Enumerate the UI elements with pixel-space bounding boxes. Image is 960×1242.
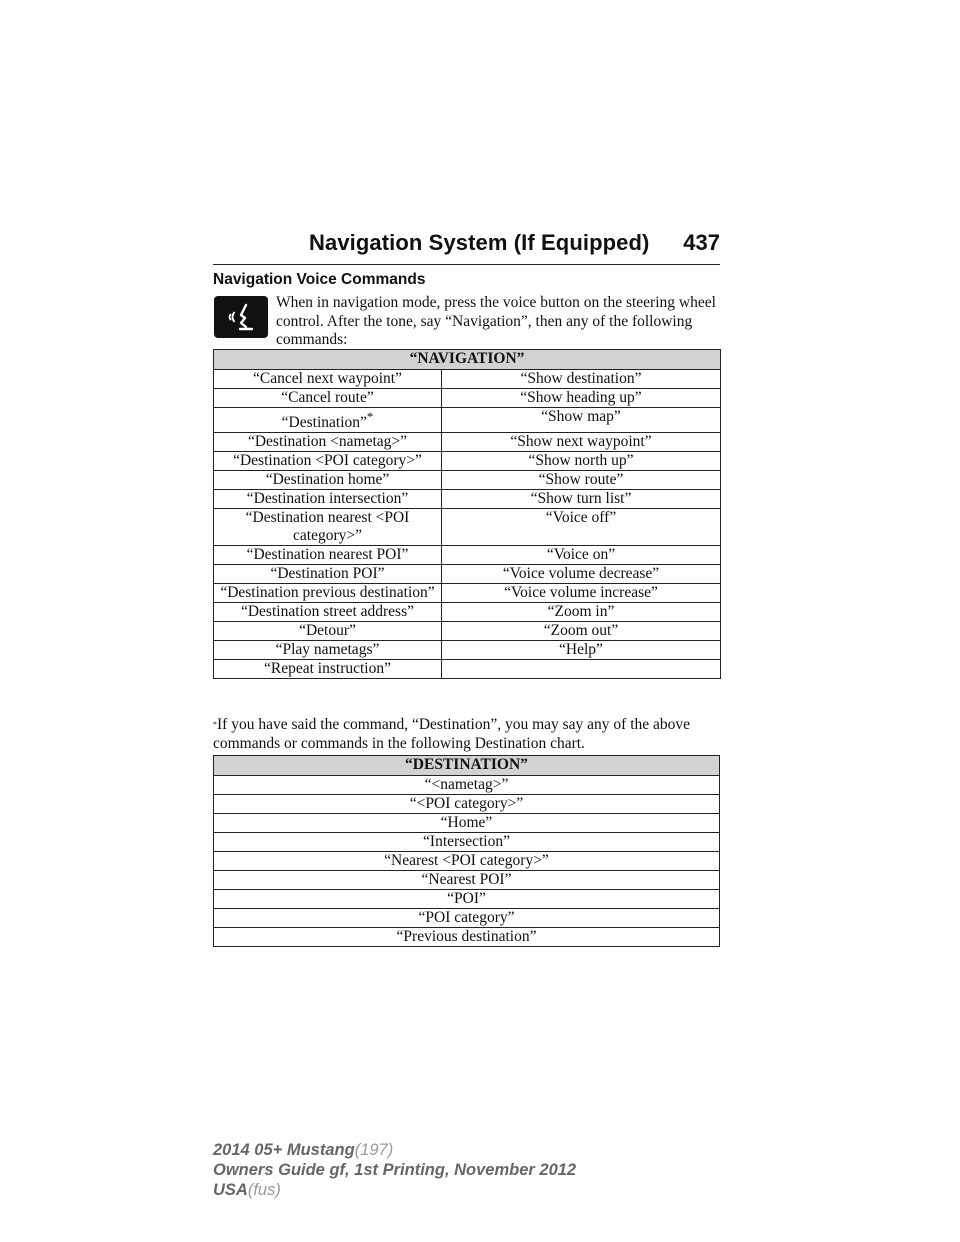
table-cell: “Voice volume increase” [442, 584, 721, 603]
intro-paragraph: When in navigation mode, press the voice button on the steering wheel control. After the tone, say “Navigation”, then any of the following commands: [276, 294, 716, 348]
table-cell: “Show turn list” [442, 490, 721, 509]
page-header [213, 224, 720, 265]
table-cell: “Destination home” [214, 471, 442, 490]
table-cell: “Destination <POI category>” [214, 452, 442, 471]
table-row [214, 603, 721, 622]
page-number: 437 [683, 230, 720, 255]
table-cell: “Show next waypoint” [442, 433, 721, 452]
footer-model: 2014 05+ Mustang [213, 1141, 355, 1159]
table-row [214, 776, 720, 795]
table-cell: “Show route” [442, 471, 721, 490]
footer-line [213, 1180, 576, 1200]
table-cell: “Intersection” [214, 833, 720, 852]
table-cell: “Show map” [442, 408, 721, 433]
table-cell: “Destination <nametag>” [214, 433, 442, 452]
table-cell: “Cancel route” [214, 389, 442, 408]
table-cell: “Play nametags” [214, 641, 442, 660]
table-cell: “<POI category>” [214, 795, 720, 814]
table-cell: “Destination nearest POI” [214, 546, 442, 565]
table-cell: “Zoom in” [442, 603, 721, 622]
table-cell: “<nametag>” [214, 776, 720, 795]
table-row [214, 795, 720, 814]
table-cell: “Destination nearest <POI category>” [214, 509, 442, 546]
table-row [214, 833, 720, 852]
footnote-marker: * [213, 720, 217, 729]
footer-line [213, 1140, 576, 1160]
table-row [214, 471, 721, 490]
navigation-table-header: “NAVIGATION” [214, 350, 721, 370]
table-cell: “Destination previous destination” [214, 584, 442, 603]
table-row [214, 546, 721, 565]
table-cell: “Show heading up” [442, 389, 721, 408]
table-row [214, 852, 720, 871]
section-title: Navigation Voice Commands [213, 271, 426, 288]
table-cell: “Cancel next waypoint” [214, 370, 442, 389]
footer-code: (197) [354, 1141, 394, 1159]
table-row [214, 928, 720, 947]
table-row [214, 660, 721, 679]
table-cell: “Show destination” [442, 370, 721, 389]
table-row [214, 389, 721, 408]
table-cell: “Destination street address” [214, 603, 442, 622]
footnote-marker: * [366, 409, 374, 424]
table-row [214, 890, 720, 909]
table-cell: “POI category” [214, 909, 720, 928]
footnote-text: If you have said the command, “Destination”, you may say any of the above commands or commands in the following Destination chart. [213, 716, 691, 752]
table-cell: “Zoom out” [442, 622, 721, 641]
table-row [214, 909, 720, 928]
navigation-commands-table [213, 349, 721, 679]
table-row [214, 641, 721, 660]
table-row [214, 408, 721, 433]
table-cell: “Nearest <POI category>” [214, 852, 720, 871]
footer-market: USA [213, 1181, 248, 1199]
table-row [214, 452, 721, 471]
table-row [214, 565, 721, 584]
footer-market-code: (fus) [247, 1181, 281, 1199]
table-row [214, 490, 721, 509]
voice-icon [214, 296, 268, 338]
table-row [214, 370, 721, 389]
table-cell-text: “Destination” [281, 414, 367, 432]
table-cell: “Home” [214, 814, 720, 833]
table-cell: “Destination intersection” [214, 490, 442, 509]
footer-edition: Owners Guide gf, 1st Printing, November 2012 [213, 1161, 577, 1179]
footnote [213, 715, 723, 753]
destination-table-header: “DESTINATION” [214, 756, 720, 776]
page-title: Navigation System (If Equipped) [309, 230, 650, 255]
table-cell: “Previous destination” [214, 928, 720, 947]
table-row [214, 584, 721, 603]
table-cell: “POI” [214, 890, 720, 909]
table-cell [214, 408, 442, 433]
document-footer [213, 1140, 576, 1200]
table-cell: “Voice volume decrease” [442, 565, 721, 584]
table-row [214, 814, 720, 833]
table-cell: “Voice off” [442, 509, 721, 546]
table-cell: “Repeat instruction” [214, 660, 442, 679]
table-cell: “Nearest POI” [214, 871, 720, 890]
table-cell [442, 660, 721, 679]
table-row [214, 622, 721, 641]
table-cell: “Help” [442, 641, 721, 660]
table-cell: “Destination POI” [214, 565, 442, 584]
table-row [214, 871, 720, 890]
table-cell: “Voice on” [442, 546, 721, 565]
table-row [214, 509, 721, 546]
table-cell: “Show north up” [442, 452, 721, 471]
table-cell: “Detour” [214, 622, 442, 641]
destination-commands-table [213, 755, 720, 947]
table-row [214, 433, 721, 452]
